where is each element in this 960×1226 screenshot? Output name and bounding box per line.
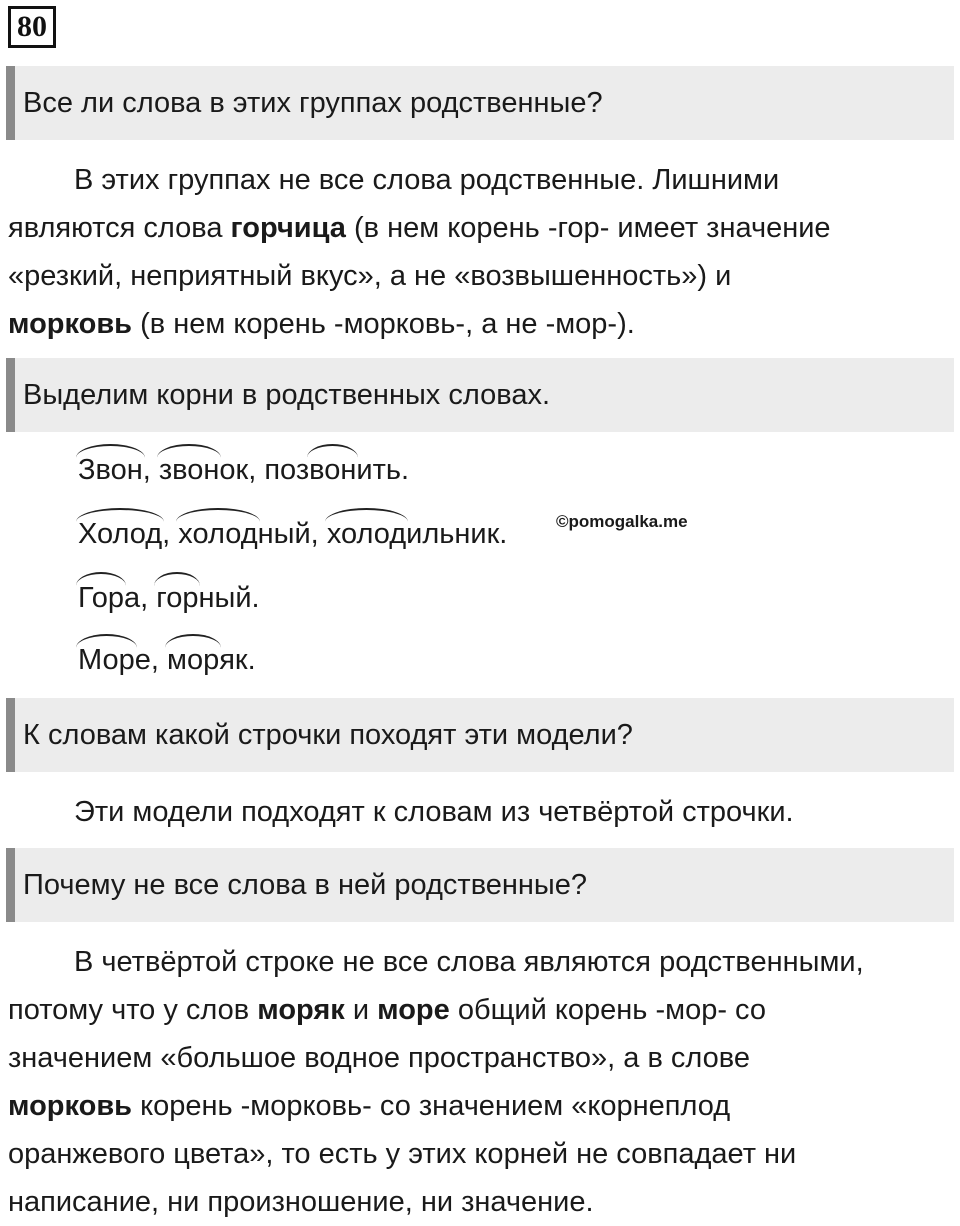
answer-4-text: корень -морковь- со значением «корнеплод <box>132 1090 731 1122</box>
root-arc <box>165 634 221 648</box>
root-arc <box>76 444 145 458</box>
answer-1 <box>8 156 952 348</box>
word-ending: ок, <box>219 454 257 486</box>
word-ending: ный. <box>198 582 260 614</box>
answer-4-text: общий корень -мор- со <box>449 994 766 1026</box>
root-word: Холод <box>78 514 162 554</box>
question-1: Все ли слова в этих группах родственные? <box>6 66 954 140</box>
question-4: Почему не все слова в ней родственные? <box>6 848 954 922</box>
root-word: Звон <box>78 450 143 490</box>
bold-word-morkov: морковь <box>8 1090 133 1122</box>
answer-1-line-1: В этих группах не все слова родственные. Лишними <box>74 164 780 196</box>
root-arc <box>76 634 137 648</box>
word-ending: е, <box>134 644 159 676</box>
answer-1-text: (в нем корень -морковь-, а не -мор-). <box>132 308 635 340</box>
bold-word-gorchica: горчица <box>230 212 346 244</box>
question-2: Выделим корни в родственных словах. <box>6 358 954 432</box>
word-prefix: поз <box>256 454 310 486</box>
word-ending: , <box>142 454 151 486</box>
answer-3-text: Эти модели подходят к словам из четвёртой строчки. <box>74 796 794 828</box>
root-word: холод <box>327 514 406 554</box>
word-prefix <box>159 644 167 676</box>
word-prefix <box>170 518 178 550</box>
word-ending: ильник. <box>406 518 508 550</box>
answer-4-text: потому что у слов <box>8 994 258 1026</box>
answer-3 <box>8 788 952 836</box>
word-prefix <box>148 582 156 614</box>
root-arc <box>157 444 222 458</box>
word-group-4 <box>78 640 256 680</box>
watermark: ©pomogalka.me <box>556 512 688 531</box>
root-word: гор <box>156 578 198 618</box>
answer-4-line-3: значением «большое водное пространство», а в слове <box>8 1042 751 1074</box>
answer-4-text: и <box>344 994 378 1026</box>
word-ending: ить. <box>356 454 410 486</box>
root-word: Мор <box>78 640 135 680</box>
word-prefix <box>319 518 327 550</box>
root-arc <box>176 508 259 522</box>
root-word: звон <box>159 450 220 490</box>
word-prefix <box>151 454 159 486</box>
word-group-2 <box>78 514 507 554</box>
question-3: К словам какой строчки походят эти модели? <box>6 698 954 772</box>
exercise-number: 80 <box>8 6 56 48</box>
root-arc <box>76 508 164 522</box>
root-word: вон <box>309 450 356 490</box>
answer-1-line-3: «резкий, неприятный вкус», а не «возвышенность») и <box>8 260 732 292</box>
word-ending: , <box>162 518 171 550</box>
root-word: холод <box>178 514 257 554</box>
answer-4-line-5: оранжевого цвета», то есть у этих корней не совпадает ни <box>8 1138 797 1170</box>
answer-4-line-6: написание, ни произношение, ни значение. <box>8 1186 594 1218</box>
root-arc <box>325 508 408 522</box>
word-ending: як. <box>219 644 256 676</box>
answer-4 <box>8 938 952 1226</box>
answer-1-text: (в нем корень -гор- имеет значение <box>345 212 831 244</box>
bold-word-moryak: моряк <box>257 994 345 1026</box>
answer-4-line-1: В четвёртой строке не все слова являются родственными, <box>74 946 864 978</box>
root-word: Гор <box>78 578 124 618</box>
root-arc <box>307 444 358 458</box>
bold-word-morkov: морковь <box>8 308 133 340</box>
root-arc <box>154 572 200 586</box>
word-ending: ный, <box>257 518 319 550</box>
bold-word-more: море <box>377 994 450 1026</box>
word-group-3 <box>78 578 260 618</box>
answer-1-text: являются слова <box>8 212 231 244</box>
root-word: мор <box>167 640 219 680</box>
word-ending: а, <box>124 582 149 614</box>
root-arc <box>76 572 126 586</box>
word-group-1 <box>78 450 409 490</box>
